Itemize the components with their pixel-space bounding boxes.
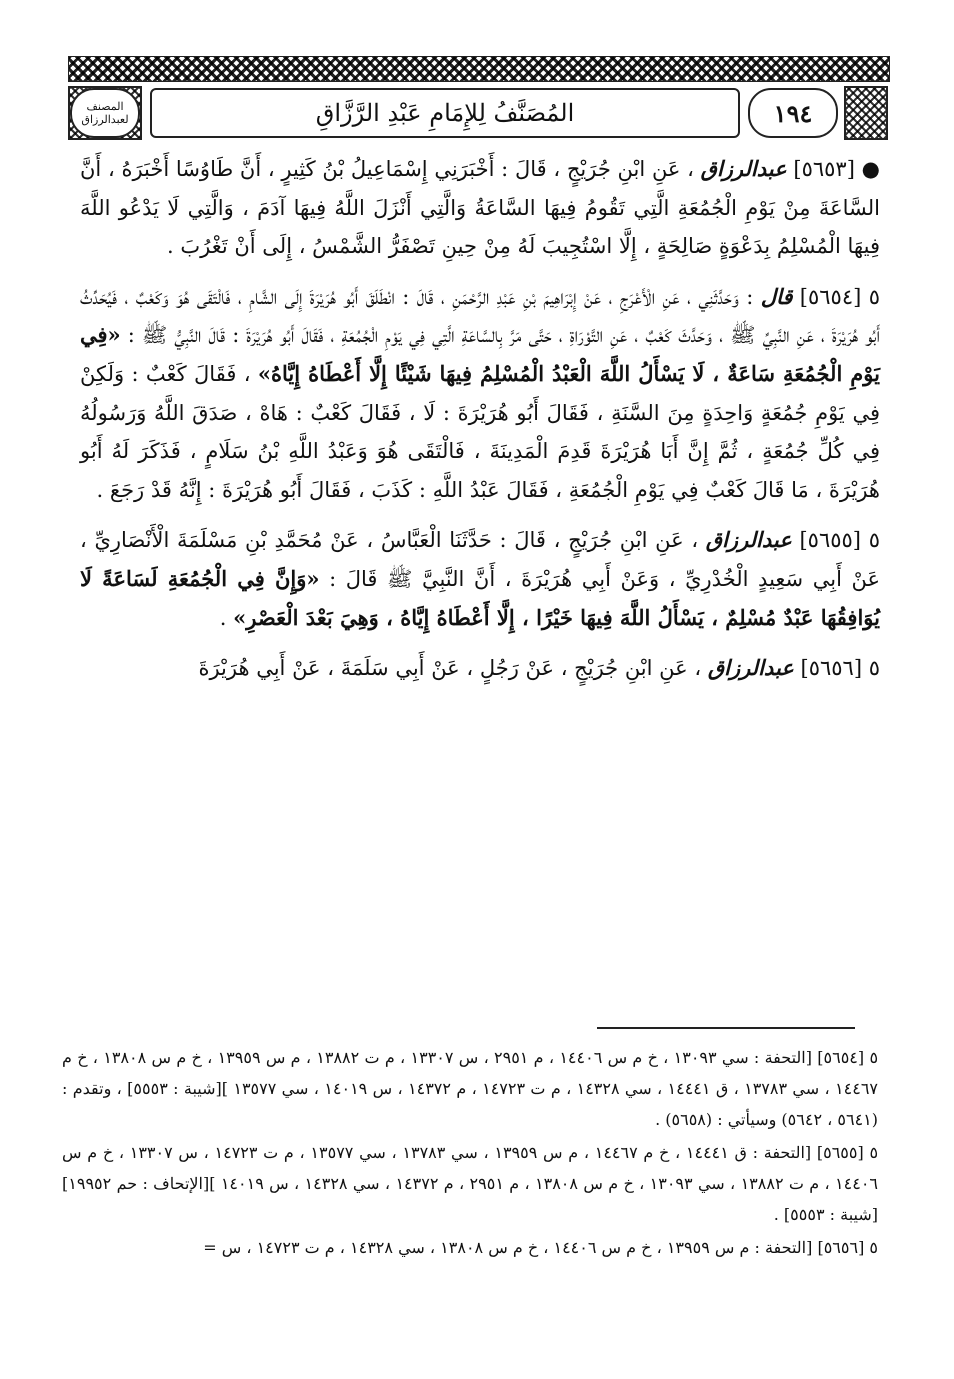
top-ornamental-border [68, 56, 890, 82]
book-title-box [150, 88, 740, 138]
hadith-text-after: ، فَقَالَ كَعْبٌ : وَلَكِنْ فِي يَوْمِ جُمُعَةٍ وَاحِدَةٍ مِنَ السَّنَةِ ، فَقَالَ أَبُو هُرَيْرَةَ : لَا ، فَقَالَ كَعْبٌ : هَاهْ ، صَدَقَ اللَّهُ وَرَسُولُهُ فِي كُلِّ جُمُعَةٍ ، ثُمَّ إِنَّ أَبَا هُرَيْرَةَ قَدِمَ الْمَدِينَةَ ، فَالْتَقَى هُوَ وَعَبْدُ اللَّهِ بْنُ سَلَامٍ ، فَذَكَرَ لَهُ أَبُو هُرَيْرَةَ ، مَا قَالَ كَعْبٌ فِي يَوْمِ الْجُمُعَةِ ، فَقَالَ عَبْدُ اللَّهِ : كَذَبَ ، فَقَالَ أَبُو هُرَيْرَةَ : إِنَّهُ قَدْ رَجَعَ . [80, 361, 880, 502]
hadith-text: ، عَنِ ابْنِ جُرَيْجٍ ، قَالَ : أَخْبَرَنِي إِسْمَاعِيلُ بْنُ كَثِيرٍ ، أَنَّ طَاوُسًا أَخْبَرَهُ ، أَنَّ السَّاعَةَ مِنْ يَوْمِ الْجُمُعَةِ الَّتِي تَقُومُ فِيهَا السَّاعَةُ وَالَّتِي أَنْزَلَ اللَّهُ فِيهَا آدَمَ ، وَالَّتِي لَا يَدْعُو اللَّهَ فِيهَا الْمُسْلِمُ بِدَعْوَةٍ صَالِحَةٍ ، إِلَّا اسْتُجِيبَ لَهُ مِنْ حِينِ تَصْفَرُّ الشَّمْسُ ، إِلَى أَنْ تَغْرُبَ . [80, 157, 880, 259]
hadith-matn: «وَإِنَّ فِي الْجُمُعَةِ لَسَاعَةً لَا يُوَافِقُهَا عَبْدٌ مُسْلِمٌ ، يَسْأَلُ اللَّهَ فِيهَا خَيْرًا ، إِلَّا أَعْطَاهُ إِيَّاهُ ، وَهِيَ بَعْدَ الْعَصْرِ» [80, 565, 880, 630]
footnote-marker: ٥ [869, 1143, 879, 1162]
hadith-number: [٥٦٥٣] [793, 157, 855, 181]
hadith-5656 [80, 649, 880, 688]
page-number: ١٩٤ [773, 98, 813, 128]
hadith-5653 [80, 150, 880, 266]
book-title: المُصَنَّفُ لِلإِمَامِ عَبْدِ الرَّزَّاقِ [315, 99, 575, 127]
book-seal [70, 88, 140, 138]
footnote-divider [597, 1027, 855, 1029]
hadith-matn: «فِي يَوْمِ الْجُمُعَةِ سَاعَةٌ ، لَا يَسْأَلُ اللَّهَ الْعَبْدُ الْمُسْلِمُ فِيهَا شَيْئًا إِلَّا أَعْطَاهُ إِيَّاهُ» [80, 322, 880, 386]
hadith-marker: ٥ [868, 656, 880, 681]
hadith-text-after: . [219, 605, 227, 630]
hadith-text: ، عَنِ ابْنِ جُرَيْجٍ ، عَنْ رَجُلٍ ، عَنْ أَبِي سَلَمَةَ ، عَنْ أَبِي هُرَيْرَةَ [198, 656, 702, 681]
footnote-5654 [62, 1042, 878, 1135]
page-number-box [748, 88, 838, 138]
hadith-5655 [80, 521, 880, 637]
page-header [68, 82, 888, 144]
footnotes [62, 1042, 878, 1265]
footnote-text: [التحفة : م س ١٣٩٥٩ ، خ م س ١٤٤٠٦ ، خ م س ١٣٨٠٨ ، سي ١٤٣٢٨ ، م ت ١٤٧٢٣ ، س = [203, 1238, 813, 1257]
hadith-narrator: قال [760, 283, 793, 309]
footnote-number: [٥٦٥٤] [817, 1048, 865, 1067]
hadith-text-before: ، عَنِ ابْنِ جُرَيْجٍ ، قَالَ : حَدَّثَنَا الْعَبَّاسُ ، عَنْ مُحَمَّدِ بْنِ مَسْلَمَةَ الْأَنْصَارِيِّ ، عَنْ أَبِي سَعِيدٍ الْخُدْرِيِّ ، وَعَنْ أَبِي هُرَيْرَةَ ، أَنَّ النَّبِيَّ ﷺ قَالَ : [80, 528, 880, 591]
hadith-narrator: عبدالرزاق [700, 156, 787, 181]
hadith-narrator: عبدالرزاق [705, 527, 792, 553]
footnote-number: [٥٦٥٥] [816, 1143, 864, 1162]
footnote-text: [التحفة : ق ١٤٤٤١ ، خ م ١٤٤٦٧ ، م س ١٣٩٥٩ ، سي ١٣٧٨٣ ، سي ١٣٥٧٧ ، م ت ١٤٧٢٣ ، س ١٣٣٠٧ ، خ م س ١٤٤٠٦ ، م ت ١٣٨٨٢ ، سي ١٣٠٩٣ ، خ م س ١٣٨٠٨ ، م ٢٩٥١ ، م ١٤٣٧٢ ، سي ١٤٣٢٨ ، س ١٤٠١٩ ][الإتحاف : حم ١٩٩٥٢][شيبة : ٥٥٥٣] . [62, 1143, 879, 1224]
footnote-marker: ٥ [869, 1238, 878, 1257]
hadith-text-before: : وَحَدَّثَنِي ، عَنِ الْأَعْرَجِ ، عَنْ إِبْرَاهِيمَ بْنِ عَبْدِ الرَّحْمَنِ ، قَالَ : انْطَلَقَ أَبُو هُرَيْرَةَ إِلَى الشَّامِ ، فَالْتَقَى هُوَ وَكَعْبٌ ، فَيُحَدِّثُ أَبُو هُرَيْرَةَ ، عَنِ النَّبِيِّ ﷺ ، وَحَدَّثَ كَعْبٌ ، عَنِ التَّوْرَاةِ ، حَتَّى مَرَّ بِالسَّاعَةِ الَّتِي فِي يَوْمِ الْجُمُعَةِ ، فَقَالَ أَبُو هُرَيْرَةَ : قَالَ النَّبِيُّ ﷺ : [80, 284, 880, 348]
footnote-5655 [62, 1137, 878, 1230]
hadith-marker: ٥ [868, 284, 880, 309]
right-ornament-icon [844, 86, 888, 140]
hadith-number: [٥٦٥٦] [800, 656, 863, 681]
hadith-narrator: عبدالرزاق [707, 655, 794, 681]
footnote-text: [التحفة : سي ١٣٠٩٣ ، خ م س ١٤٤٠٦ ، م ٢٩٥١ ، س ١٣٣٠٧ ، م ت ١٣٨٨٢ ، م س ١٣٩٥٩ ، خ م س ١٣٨٠٨ ، خ م ١٤٤٦٧ ، سي ١٣٧٨٣ ، ق ١٤٤٤١ ، سي ١٤٣٢٨ ، م ت ١٤٧٢٣ ، م ١٤٣٧٢ ، س ١٤٠١٩ ، سي ١٣٥٧٧ ][شيبة : ٥٥٥٣] ، وتقدم : (٥٦٤١ ، ٥٦٤٢) وسيأتي : (٥٦٥٨) . [62, 1048, 878, 1129]
hadith-number: [٥٦٥٥] [799, 528, 861, 553]
seal-text: المصنف لعبدالرزاق [81, 100, 129, 126]
hadith-5654 [80, 278, 880, 510]
main-text [80, 150, 880, 700]
footnote-marker: ٥ [869, 1048, 879, 1067]
hadith-marker: ● [861, 157, 881, 181]
footnote-number: [٥٦٥٦] [817, 1238, 865, 1257]
footnote-5656 [62, 1232, 878, 1263]
hadith-marker: ٥ [868, 528, 880, 553]
hadith-number: [٥٦٥٤] [799, 284, 862, 309]
left-ornament-icon [68, 86, 142, 140]
